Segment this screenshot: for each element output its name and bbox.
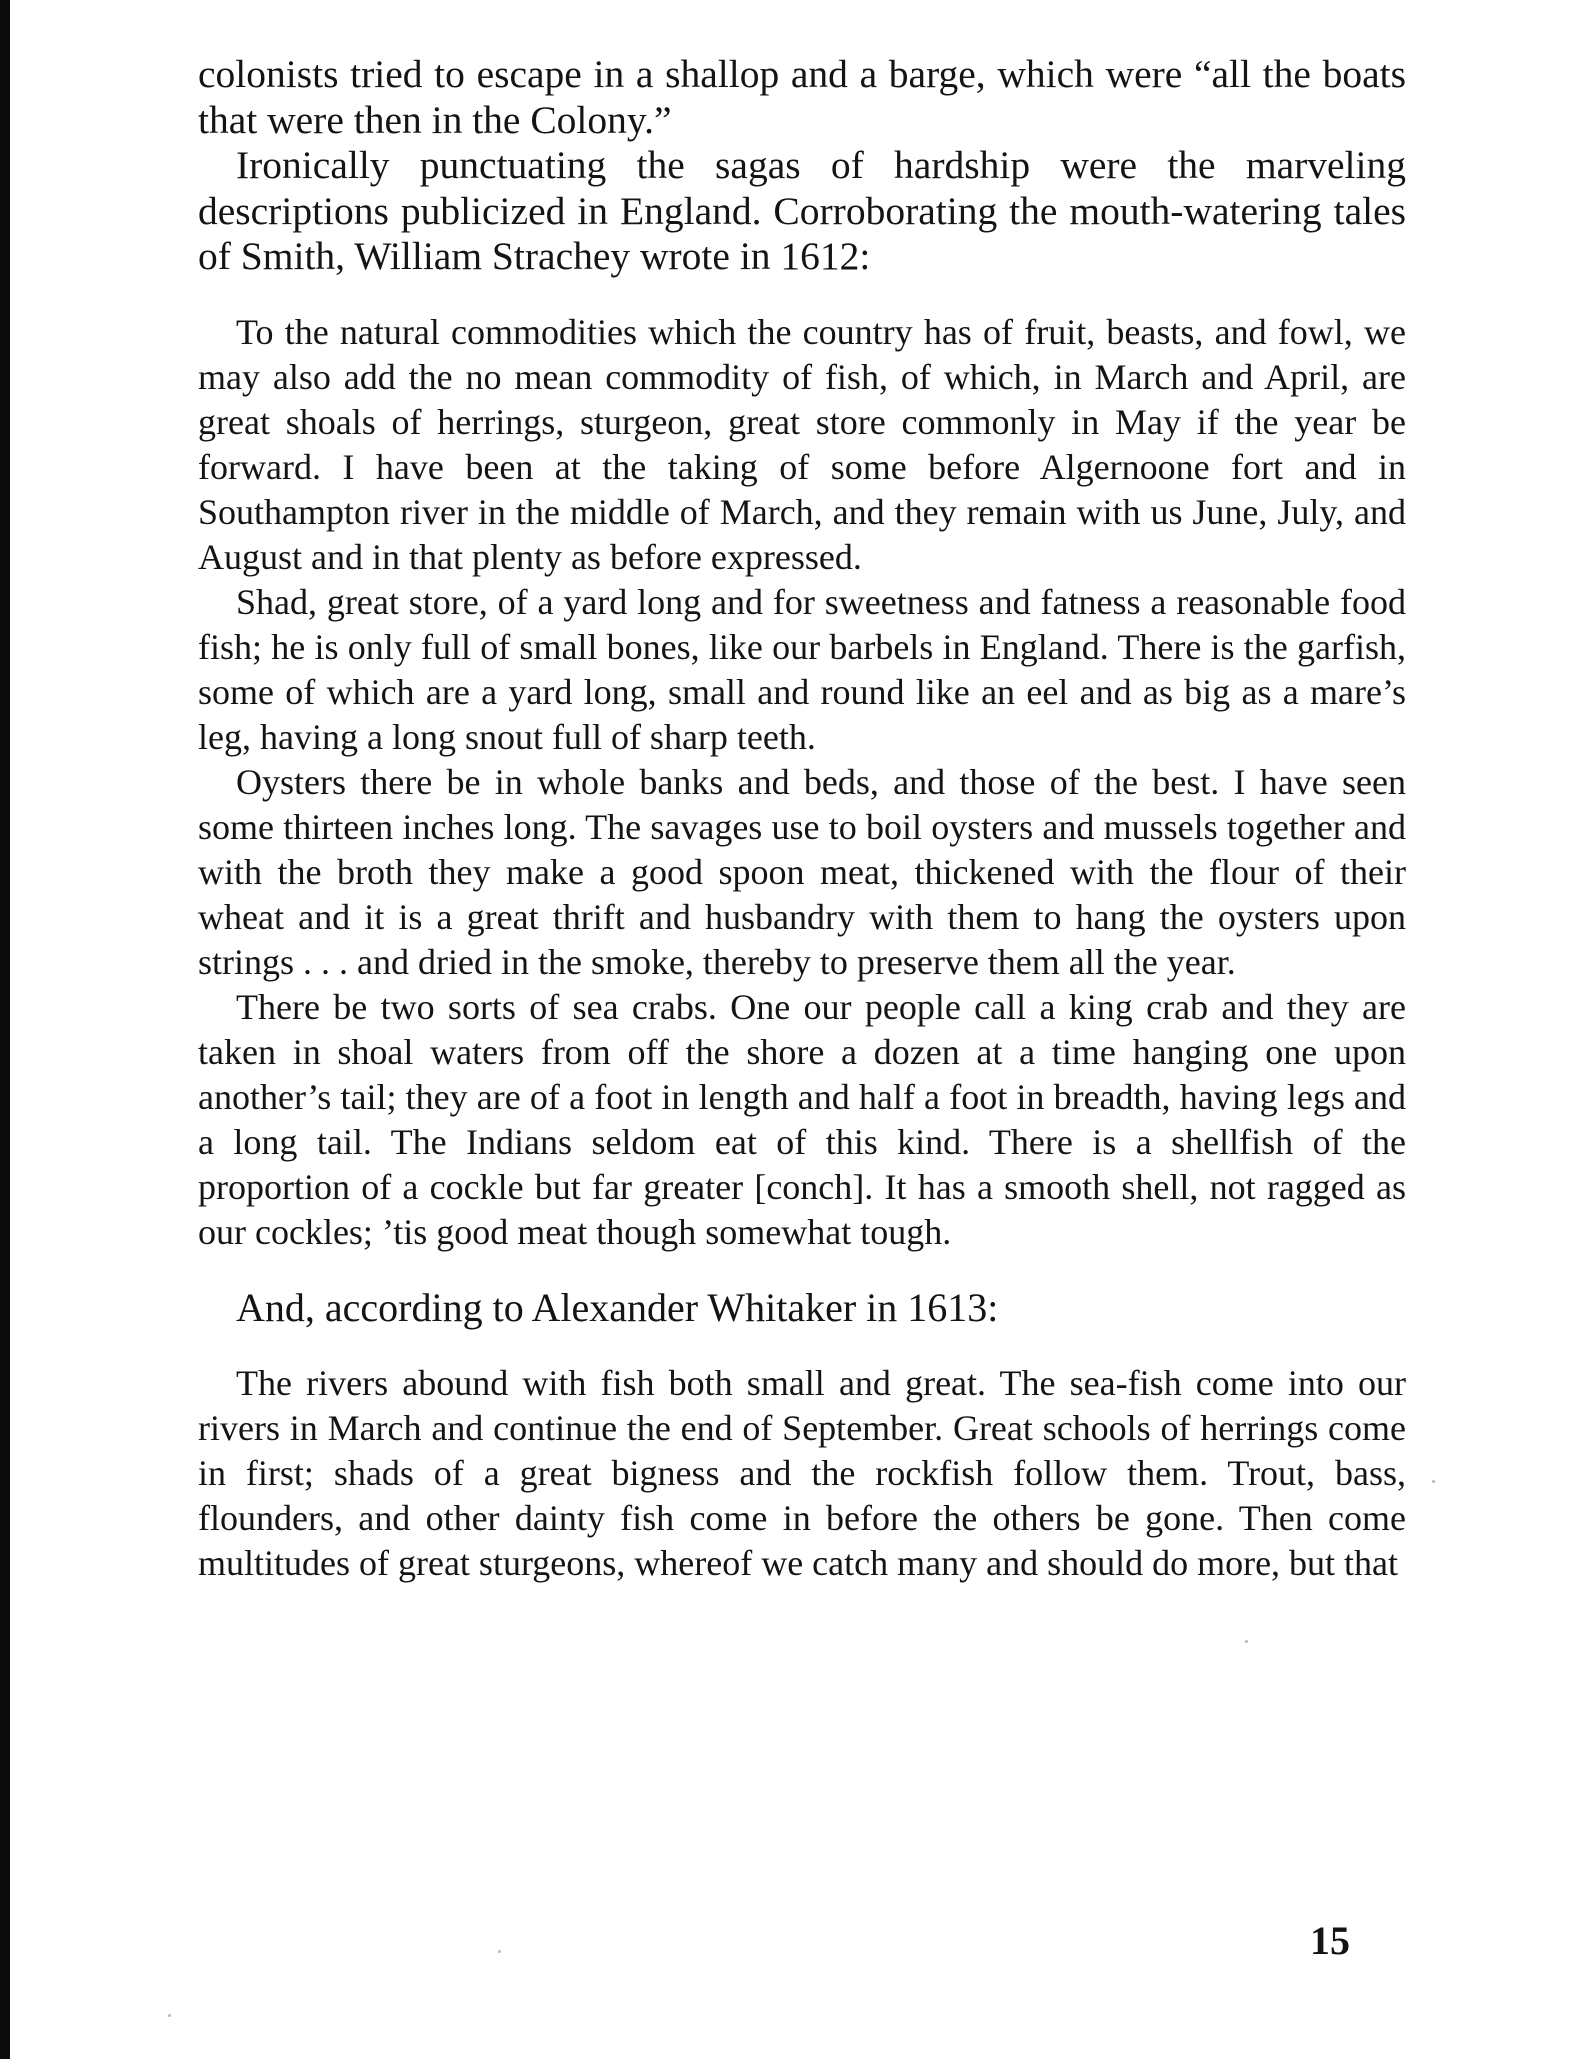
paragraph-colonists: colonists tried to escape in a shallop and a barge, which were “all the boats that were then in the Colony.”: [198, 52, 1406, 142]
paragraph-whitaker-intro: And, according to Alexander Whitaker in 1613:: [236, 1284, 999, 1330]
paragraph-strachey-intro: Ironically punctuating the sagas of hardship were the marveling descriptions publicized in England. Corroborating the mouth-watering tales of Smith, William Strachey wrote in 1612:: [198, 143, 1406, 278]
quote-paragraph-shad: Shad, great store, of a yard long and for sweetness and fatness a reasonable food fish; he is only full of small bones, like our barbels in England. There is the garfish, some of which are a yard long, small and round like an eel and as big as a mare’s leg, having a long snout full of sharp teeth.: [198, 581, 1406, 757]
book-page: [198, 52, 1406, 1586]
scan-speck: [1245, 1640, 1248, 1643]
scan-speck: [1432, 1480, 1435, 1483]
quote-paragraph-crabs: There be two sorts of sea crabs. One our people call a king crab and they are taken in shoal waters from off the shore a dozen at a time hanging one upon another’s tail; they are of a foot in length and half a foot in breadth, having legs and a long tail. The Indians seldom eat of this kind. There is a shellfish of the proportion of a cockle but far greater [conch]. It has a smooth shell, not ragged as our cockles; ’tis good meat though somewhat tough.: [198, 986, 1406, 1252]
quote-paragraph-commodities: To the natural commodities which the country has of fruit, beasts, and fowl, we may also add the no mean commodity of fish, of which, in March and April, are great shoals of herrings, sturgeon, great store commonly in May if the year be forward. I have been at the taking of some before Algernoone fort and in Southampton river in the middle of March, and they remain with us June, July, and August and in that plenty as before expressed.: [198, 311, 1406, 577]
quote-paragraph-rivers: The rivers abound with fish both small and great. The sea-fish come into our rivers in March and continue the end of September. Great schools of herrings come in first; shads of a great bigness and the rockfish follow them. Trout, bass, flounders, and other dainty fish come in before the others be gone. Then come multitudes of great sturgeons, whereof we catch many and should do more, but that: [198, 1362, 1406, 1583]
quote-paragraph-oysters: Oysters there be in whole banks and beds, and those of the best. I have seen some thirteen inches long. The savages use to boil oysters and mussels together and with the broth they make a good spoon meat, thickened with the flour of their wheat and it is a great thrift and husbandry with them to hang the oysters upon strings . . . and dried in the smoke, thereby to preserve them all the year.: [198, 761, 1406, 982]
scan-speck: [168, 2014, 171, 2017]
binding-edge: [0, 0, 10, 2059]
whitaker-quote: [198, 1361, 1406, 1586]
scan-speck: [498, 1950, 501, 1953]
page-number: 15: [1310, 1918, 1350, 1963]
strachey-quote: [198, 310, 1406, 1255]
